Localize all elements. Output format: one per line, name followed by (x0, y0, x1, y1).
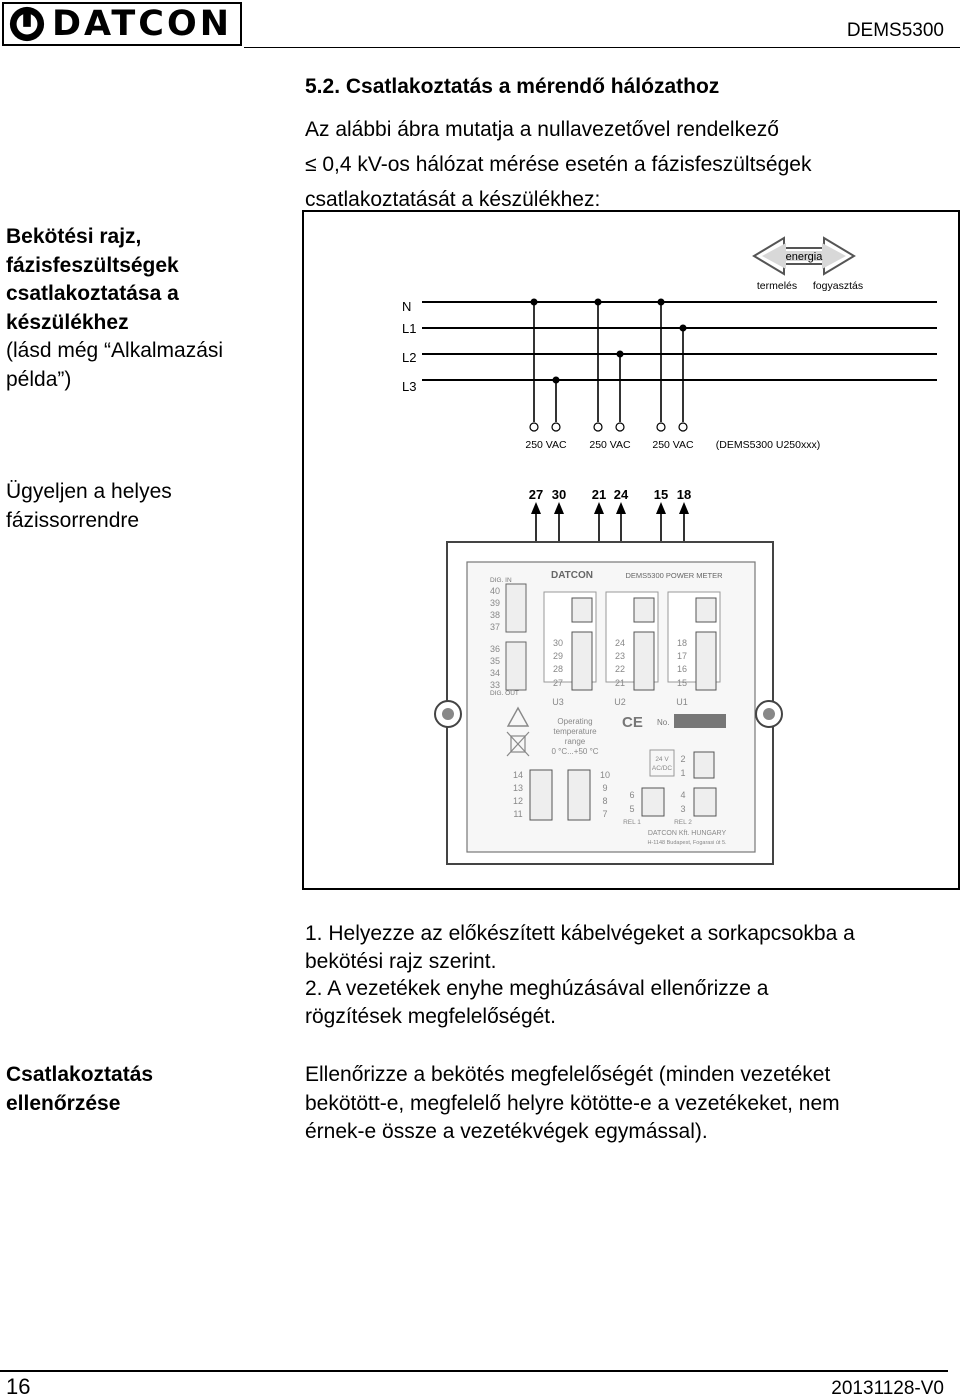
device-brand: DATCON (550, 570, 594, 581)
check-line: érnek-e össze a vezetékvégek egymással). (305, 1120, 708, 1143)
document-id: DEMS5300 (846, 20, 944, 41)
energy-flow-icon (754, 238, 863, 292)
maker-line: H-1148 Budapest, Fogarasi út 5. (647, 840, 727, 846)
terminal-label: 24 (614, 638, 626, 648)
terminal-label: 38 (489, 610, 501, 620)
step-line: 2. A vezetékek enyhe meghúzásával ellenőrizze a (305, 977, 769, 1000)
wiring-title-line: Bekötési rajz, (6, 225, 142, 248)
terminal-label: 13 (512, 783, 524, 793)
channel-label: U1 (676, 697, 688, 707)
datcon-logo-icon (8, 5, 46, 43)
logo-text: DATCON (52, 4, 233, 44)
installation-steps (305, 920, 955, 1030)
check-line: bekötött-e, megfelelő helyre kötötte-e a vezetékeket, nem (305, 1091, 840, 1115)
terminal-label: 5 (629, 804, 635, 814)
line-label-l1: L1 (402, 321, 417, 336)
wiring-note-line: (lásd még “Alkalmazási (6, 339, 224, 362)
terminal-label: 12 (512, 796, 524, 806)
ce-mark: CE (622, 714, 643, 731)
check-paragraph (305, 1061, 955, 1147)
terminal-label: 8 (602, 796, 608, 806)
terminal-label: 3 (680, 804, 686, 814)
terminal-label: 6 (629, 790, 635, 800)
sidebar-wiring-note (6, 223, 223, 394)
terminal-label: 9 (602, 783, 608, 793)
wiring-note-line: példa”) (6, 367, 72, 391)
terminal-label: 28 (552, 664, 564, 674)
terminal-label: 16 (676, 664, 688, 674)
intro-line: csatlakoztatását a készülékhez: (305, 188, 601, 211)
terminal-label: 39 (489, 598, 501, 608)
terminal-label: 4 (680, 790, 686, 800)
terminal-label: 36 (489, 644, 501, 654)
terminal-label: 40 (489, 586, 501, 596)
maker-line: DATCON Kft. HUNGARY (647, 830, 727, 837)
fuse-label: 250 VAC (525, 439, 567, 451)
intro-text (305, 112, 935, 217)
footer-rule (0, 1370, 948, 1372)
terminal-label: 15 (676, 678, 688, 688)
terminal-label: 33 (489, 680, 501, 690)
terminal-number: 15 (653, 487, 669, 502)
dig-out-label: DIG. OUT (490, 690, 519, 697)
sidebar-check-title (6, 1061, 153, 1118)
terminal-label: 17 (676, 651, 688, 661)
terminal-label: 34 (489, 668, 501, 678)
terminal-number: 24 (613, 487, 629, 502)
line-label-l2: L2 (402, 350, 417, 365)
dig-in-label: DIG. IN (490, 577, 512, 584)
check-line: Ellenőrizze a bekötés megfelelőségét (minden vezetéket (305, 1063, 831, 1086)
channel-label: U3 (552, 697, 564, 707)
terminal-label: 23 (614, 651, 626, 661)
channel-label: U2 (614, 697, 626, 707)
device-model: DEMS5300 POWER METER (625, 571, 723, 580)
intro-line: ≤ 0,4 kV-os hálózat mérése esetén a fázisfeszültségek (305, 153, 812, 176)
supply-label: 24 V (655, 756, 669, 763)
wiring-diagram (302, 210, 960, 890)
step-line: rögzítések megfelelőségét. (305, 1004, 556, 1028)
terminal-label: 21 (614, 678, 626, 688)
op-temp-line: Operating (557, 717, 593, 726)
variant-label: (DEMS5300 U250xxx) (715, 439, 821, 451)
terminal-label: 2 (680, 754, 686, 764)
terminal-label: 30 (552, 638, 564, 648)
line-label-l3: L3 (402, 379, 417, 394)
generation-label: termelés (756, 280, 798, 292)
terminal-number: 18 (676, 487, 692, 502)
op-temp-line: 0 °C...+50 °C (551, 747, 599, 756)
line-label-n: N (402, 299, 412, 314)
intro-line: Az alábbi ábra mutatja a nullavezetővel rendelkező (305, 118, 779, 141)
fuse-label: 250 VAC (652, 439, 694, 451)
serial-label: No. (657, 718, 670, 727)
terminal-number: 27 (528, 487, 544, 502)
terminal-label: 18 (676, 638, 688, 648)
terminal-label: 27 (552, 678, 564, 688)
terminal-label: 11 (513, 809, 523, 819)
phase-order-line: fázissorrendre (6, 508, 140, 532)
terminal-label: 37 (489, 622, 501, 632)
power-meter-device (435, 542, 782, 864)
datcon-logo (2, 2, 242, 46)
check-title-line: Csatlakoztatás (6, 1063, 154, 1086)
terminal-label: 7 (602, 809, 608, 819)
step-line: 1. Helyezze az előkészített kábelvégeket a sorkapcsokba a (305, 922, 855, 945)
sidebar-phase-order-note (6, 478, 172, 535)
fuse-terminals (530, 423, 687, 431)
terminal-number: 21 (591, 487, 607, 502)
terminal-label: 14 (512, 770, 524, 780)
energy-label: energia (785, 251, 823, 263)
relay-label: REL 1 (623, 819, 641, 826)
terminal-label: 1 (680, 768, 686, 778)
wiring-diagram-svg (304, 212, 958, 888)
relay-label: REL 2 (674, 819, 692, 826)
terminal-label: 29 (552, 651, 564, 661)
page-number: 16 (6, 1374, 31, 1399)
terminal-label: 10 (599, 770, 611, 780)
check-title-line: ellenőrzése (6, 1091, 121, 1115)
terminal-label: 22 (614, 664, 626, 674)
wiring-title-line: csatlakoztatása a (6, 282, 179, 305)
terminal-label: 35 (489, 656, 501, 666)
fuse-label: 250 VAC (589, 439, 631, 451)
step-line: bekötési rajz szerint. (305, 949, 497, 973)
op-temp-line: temperature (553, 727, 597, 736)
phase-order-line: Ügyeljen a helyes (6, 480, 172, 503)
serial-plate (674, 714, 726, 728)
consumption-label: fogyasztás (812, 280, 864, 292)
header-rule (244, 47, 960, 48)
wiring-title-line: fázisfeszültségek (6, 253, 179, 277)
terminal-number: 30 (551, 487, 567, 502)
supply-label: AC/DC (651, 765, 673, 772)
footer-date-code: 20131128-V0 (831, 1378, 944, 1399)
op-temp-line: range (564, 737, 586, 746)
section-title: 5.2. Csatlakoztatás a mérendő hálózathoz (305, 75, 720, 98)
wiring-title-line: készülékhez (6, 310, 129, 334)
